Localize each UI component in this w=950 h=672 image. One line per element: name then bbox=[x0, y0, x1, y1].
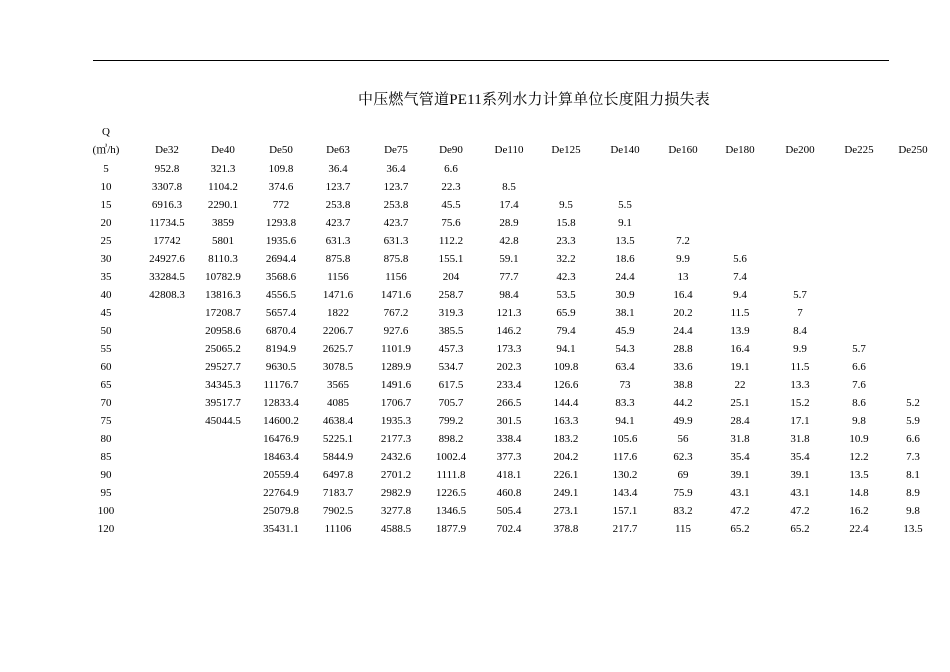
table-cell: 1346.5 bbox=[435, 505, 467, 517]
row-q-value: 45 bbox=[100, 307, 112, 319]
table-cell: 126.6 bbox=[553, 379, 579, 391]
table-cell: 4085 bbox=[327, 397, 349, 409]
table-cell: 16.4 bbox=[730, 343, 750, 355]
table-cell: 534.7 bbox=[438, 361, 464, 373]
table-cell: 5.5 bbox=[618, 199, 632, 211]
column-header-de63: De63 bbox=[326, 144, 350, 156]
column-header-de225: De225 bbox=[844, 144, 874, 156]
table-cell: 73 bbox=[619, 379, 631, 391]
table-cell: 35.4 bbox=[790, 451, 810, 463]
table-cell: 146.2 bbox=[496, 325, 522, 337]
table-cell: 79.4 bbox=[556, 325, 576, 337]
table-cell: 1002.4 bbox=[435, 451, 467, 463]
column-header-de40: De40 bbox=[211, 144, 235, 156]
row-q-value: 60 bbox=[100, 361, 112, 373]
table-cell: 8.1 bbox=[906, 469, 920, 481]
table-cell: 32.2 bbox=[556, 253, 576, 265]
table-cell: 875.8 bbox=[325, 253, 351, 265]
table-cell: 15.2 bbox=[790, 397, 810, 409]
table-cell: 204.2 bbox=[553, 451, 579, 463]
table-cell: 25079.8 bbox=[263, 505, 299, 517]
table-cell: 423.7 bbox=[383, 217, 409, 229]
table-cell: 1822 bbox=[327, 307, 349, 319]
table-cell: 19.1 bbox=[730, 361, 750, 373]
column-header-de160: De160 bbox=[668, 144, 698, 156]
unit-header: (㎥/h) bbox=[92, 144, 120, 156]
table-cell: 34345.3 bbox=[205, 379, 241, 391]
table-cell: 3307.8 bbox=[151, 181, 183, 193]
table-cell: 1226.5 bbox=[435, 487, 467, 499]
table-cell: 321.3 bbox=[210, 163, 236, 175]
table-cell: 30.9 bbox=[615, 289, 635, 301]
table-cell: 202.3 bbox=[496, 361, 522, 373]
table-cell: 418.1 bbox=[496, 469, 522, 481]
row-q-value: 70 bbox=[100, 397, 112, 409]
table-cell: 98.4 bbox=[499, 289, 519, 301]
table-cell: 217.7 bbox=[612, 523, 638, 535]
table-cell: 45044.5 bbox=[205, 415, 241, 427]
table-cell: 6.6 bbox=[906, 433, 920, 445]
table-cell: 204 bbox=[442, 271, 460, 283]
table-cell: 2694.4 bbox=[265, 253, 297, 265]
table-cell: 9.9 bbox=[676, 253, 690, 265]
row-q-value: 10 bbox=[100, 181, 112, 193]
table-cell: 17.1 bbox=[790, 415, 810, 427]
table-cell: 22.4 bbox=[849, 523, 869, 535]
table-cell: 115 bbox=[674, 523, 692, 535]
table-cell: 45.9 bbox=[615, 325, 635, 337]
table-cell: 705.7 bbox=[438, 397, 464, 409]
table-cell: 8.6 bbox=[852, 397, 866, 409]
table-cell: 45.5 bbox=[441, 199, 461, 211]
table-cell: 1104.2 bbox=[208, 181, 238, 193]
table-cell: 6870.4 bbox=[265, 325, 297, 337]
table-cell: 11.5 bbox=[730, 307, 750, 319]
table-cell: 15.8 bbox=[556, 217, 576, 229]
table-cell: 6.6 bbox=[852, 361, 866, 373]
table-cell: 112.2 bbox=[438, 235, 464, 247]
row-q-value: 100 bbox=[97, 505, 115, 517]
table-cell: 39517.7 bbox=[205, 397, 241, 409]
table-cell: 36.4 bbox=[328, 163, 348, 175]
table-cell: 5.7 bbox=[793, 289, 807, 301]
table-cell: 121.3 bbox=[496, 307, 522, 319]
table-cell: 20.2 bbox=[673, 307, 693, 319]
table-cell: 3568.6 bbox=[265, 271, 297, 283]
table-cell: 18463.4 bbox=[263, 451, 299, 463]
table-cell: 5225.1 bbox=[322, 433, 354, 445]
table-cell: 25.1 bbox=[730, 397, 750, 409]
table-cell: 5801 bbox=[212, 235, 234, 247]
table-cell: 5844.9 bbox=[322, 451, 354, 463]
table-cell: 109.8 bbox=[553, 361, 579, 373]
table-cell: 65.9 bbox=[556, 307, 576, 319]
table-cell: 13.5 bbox=[615, 235, 635, 247]
table-cell: 772 bbox=[272, 199, 290, 211]
table-cell: 460.8 bbox=[496, 487, 522, 499]
table-cell: 378.8 bbox=[553, 523, 579, 535]
table-cell: 31.8 bbox=[730, 433, 750, 445]
table-cell: 155.1 bbox=[438, 253, 464, 265]
table-cell: 4556.5 bbox=[265, 289, 297, 301]
table-cell: 69 bbox=[677, 469, 689, 481]
table-cell: 226.1 bbox=[553, 469, 579, 481]
column-header-de90: De90 bbox=[439, 144, 463, 156]
table-cell: 13.3 bbox=[790, 379, 810, 391]
table-cell: 13.9 bbox=[730, 325, 750, 337]
column-header-de32: De32 bbox=[155, 144, 179, 156]
table-cell: 42.8 bbox=[499, 235, 519, 247]
table-cell: 1935.6 bbox=[265, 235, 297, 247]
table-cell: 631.3 bbox=[383, 235, 409, 247]
table-cell: 266.5 bbox=[496, 397, 522, 409]
table-cell: 39.1 bbox=[730, 469, 750, 481]
table-cell: 9630.5 bbox=[265, 361, 297, 373]
q-header: Q bbox=[102, 126, 110, 138]
table-cell: 11176.7 bbox=[263, 379, 299, 391]
table-cell: 11734.5 bbox=[149, 217, 185, 229]
table-cell: 7183.7 bbox=[322, 487, 354, 499]
table-cell: 33284.5 bbox=[149, 271, 185, 283]
table-cell: 24.4 bbox=[673, 325, 693, 337]
table-cell: 6497.8 bbox=[322, 469, 354, 481]
table-cell: 13 bbox=[677, 271, 689, 283]
table-cell: 12833.4 bbox=[263, 397, 299, 409]
table-cell: 377.3 bbox=[496, 451, 522, 463]
table-cell: 799.2 bbox=[438, 415, 464, 427]
table-cell: 20559.4 bbox=[263, 469, 299, 481]
table-cell: 42.3 bbox=[556, 271, 576, 283]
table-cell: 1101.9 bbox=[381, 343, 411, 355]
table-cell: 33.6 bbox=[673, 361, 693, 373]
table-cell: 43.1 bbox=[730, 487, 750, 499]
table-cell: 31.8 bbox=[790, 433, 810, 445]
table-cell: 16.2 bbox=[849, 505, 869, 517]
table-cell: 927.6 bbox=[383, 325, 409, 337]
table-cell: 38.8 bbox=[673, 379, 693, 391]
table-cell: 8.4 bbox=[793, 325, 807, 337]
table-cell: 10782.9 bbox=[205, 271, 241, 283]
table-cell: 8110.3 bbox=[208, 253, 238, 265]
table-cell: 7.3 bbox=[906, 451, 920, 463]
table-cell: 16476.9 bbox=[263, 433, 299, 445]
table-cell: 702.4 bbox=[496, 523, 522, 535]
table-cell: 7.6 bbox=[852, 379, 866, 391]
table-cell: 258.7 bbox=[438, 289, 464, 301]
table-cell: 5657.4 bbox=[265, 307, 297, 319]
table-cell: 62.3 bbox=[673, 451, 693, 463]
table-cell: 54.3 bbox=[615, 343, 635, 355]
row-q-value: 30 bbox=[100, 253, 112, 265]
table-cell: 59.1 bbox=[499, 253, 519, 265]
table-cell: 5.7 bbox=[852, 343, 866, 355]
table-cell: 29527.7 bbox=[205, 361, 241, 373]
table-cell: 9.9 bbox=[793, 343, 807, 355]
table-cell: 13.5 bbox=[903, 523, 923, 535]
table-cell: 16.4 bbox=[673, 289, 693, 301]
table-cell: 143.4 bbox=[612, 487, 638, 499]
table-cell: 25065.2 bbox=[205, 343, 241, 355]
table-cell: 2432.6 bbox=[380, 451, 412, 463]
table-cell: 28.8 bbox=[673, 343, 693, 355]
table-cell: 35431.1 bbox=[263, 523, 299, 535]
table-cell: 3565 bbox=[327, 379, 349, 391]
table-cell: 3078.5 bbox=[322, 361, 354, 373]
table-cell: 22764.9 bbox=[263, 487, 299, 499]
table-cell: 94.1 bbox=[556, 343, 576, 355]
page-title: 中压燃气管道PE11系列水力计算单位长度阻力损失表 bbox=[358, 92, 710, 108]
table-cell: 47.2 bbox=[790, 505, 810, 517]
table-cell: 43.1 bbox=[790, 487, 810, 499]
table-cell: 3277.8 bbox=[380, 505, 412, 517]
table-cell: 63.4 bbox=[615, 361, 635, 373]
table-cell: 53.5 bbox=[556, 289, 576, 301]
table-cell: 44.2 bbox=[673, 397, 693, 409]
row-q-value: 85 bbox=[100, 451, 112, 463]
table-cell: 75.6 bbox=[441, 217, 461, 229]
row-q-value: 50 bbox=[100, 325, 112, 337]
table-cell: 952.8 bbox=[154, 163, 180, 175]
table-cell: 24927.6 bbox=[149, 253, 185, 265]
column-header-de50: De50 bbox=[269, 144, 293, 156]
table-cell: 9.1 bbox=[618, 217, 632, 229]
table-cell: 617.5 bbox=[438, 379, 464, 391]
table-cell: 253.8 bbox=[383, 199, 409, 211]
row-q-value: 35 bbox=[100, 271, 112, 283]
table-cell: 77.7 bbox=[499, 271, 519, 283]
column-header-de75: De75 bbox=[384, 144, 408, 156]
table-cell: 13816.3 bbox=[205, 289, 241, 301]
table-cell: 233.4 bbox=[496, 379, 522, 391]
row-q-value: 95 bbox=[100, 487, 112, 499]
table-cell: 109.8 bbox=[268, 163, 294, 175]
table-cell: 273.1 bbox=[553, 505, 579, 517]
table-cell: 39.1 bbox=[790, 469, 810, 481]
table-cell: 157.1 bbox=[612, 505, 638, 517]
table-cell: 2290.1 bbox=[207, 199, 239, 211]
row-q-value: 75 bbox=[100, 415, 112, 427]
table-cell: 7.4 bbox=[733, 271, 747, 283]
row-q-value: 55 bbox=[100, 343, 112, 355]
table-cell: 123.7 bbox=[383, 181, 409, 193]
table-cell: 22.3 bbox=[441, 181, 461, 193]
table-cell: 130.2 bbox=[612, 469, 638, 481]
table-cell: 9.8 bbox=[852, 415, 866, 427]
table-cell: 7902.5 bbox=[322, 505, 354, 517]
table-cell: 2701.2 bbox=[380, 469, 412, 481]
table-cell: 457.3 bbox=[438, 343, 464, 355]
table-cell: 875.8 bbox=[383, 253, 409, 265]
table-cell: 2206.7 bbox=[322, 325, 354, 337]
row-q-value: 15 bbox=[100, 199, 112, 211]
table-cell: 8.5 bbox=[502, 181, 516, 193]
row-q-value: 20 bbox=[100, 217, 112, 229]
table-cell: 14.8 bbox=[849, 487, 869, 499]
column-header-de140: De140 bbox=[610, 144, 640, 156]
table-cell: 20958.6 bbox=[205, 325, 241, 337]
row-q-value: 80 bbox=[100, 433, 112, 445]
table-cell: 105.6 bbox=[612, 433, 638, 445]
table-cell: 4588.5 bbox=[380, 523, 412, 535]
table-cell: 65.2 bbox=[790, 523, 810, 535]
table-cell: 1706.7 bbox=[380, 397, 412, 409]
column-header-de250: De250 bbox=[898, 144, 928, 156]
table-cell: 11.5 bbox=[790, 361, 810, 373]
table-cell: 9.4 bbox=[733, 289, 747, 301]
table-cell: 301.5 bbox=[496, 415, 522, 427]
table-cell: 36.4 bbox=[386, 163, 406, 175]
table-cell: 12.2 bbox=[849, 451, 869, 463]
table-cell: 319.3 bbox=[438, 307, 464, 319]
table-cell: 23.3 bbox=[556, 235, 576, 247]
table-cell: 3859 bbox=[212, 217, 234, 229]
table-cell: 28.9 bbox=[499, 217, 519, 229]
table-cell: 1156 bbox=[385, 271, 407, 283]
table-cell: 1471.6 bbox=[380, 289, 412, 301]
table-cell: 385.5 bbox=[438, 325, 464, 337]
table-cell: 338.4 bbox=[496, 433, 522, 445]
table-cell: 123.7 bbox=[325, 181, 351, 193]
table-cell: 24.4 bbox=[615, 271, 635, 283]
table-cell: 631.3 bbox=[325, 235, 351, 247]
table-cell: 117.6 bbox=[612, 451, 638, 463]
table-cell: 2982.9 bbox=[380, 487, 412, 499]
table-cell: 5.6 bbox=[733, 253, 747, 265]
row-q-value: 65 bbox=[100, 379, 112, 391]
table-cell: 505.4 bbox=[496, 505, 522, 517]
table-cell: 7 bbox=[797, 307, 803, 319]
column-header-de110: De110 bbox=[494, 144, 524, 156]
table-cell: 56 bbox=[677, 433, 689, 445]
table-cell: 5.9 bbox=[906, 415, 920, 427]
table-cell: 14600.2 bbox=[263, 415, 299, 427]
top-rule bbox=[93, 60, 889, 61]
table-cell: 1471.6 bbox=[322, 289, 354, 301]
table-cell: 38.1 bbox=[615, 307, 635, 319]
table-cell: 173.3 bbox=[496, 343, 522, 355]
table-cell: 17.4 bbox=[499, 199, 519, 211]
table-cell: 47.2 bbox=[730, 505, 750, 517]
table-cell: 374.6 bbox=[268, 181, 294, 193]
table-cell: 163.3 bbox=[553, 415, 579, 427]
table-cell: 6.6 bbox=[444, 163, 458, 175]
table-cell: 11106 bbox=[324, 523, 352, 535]
row-q-value: 25 bbox=[100, 235, 112, 247]
table-cell: 1935.3 bbox=[380, 415, 412, 427]
row-q-value: 5 bbox=[103, 163, 109, 175]
table-cell: 1491.6 bbox=[380, 379, 412, 391]
table-cell: 6916.3 bbox=[151, 199, 183, 211]
table-cell: 7.2 bbox=[676, 235, 690, 247]
table-cell: 65.2 bbox=[730, 523, 750, 535]
table-cell: 9.8 bbox=[906, 505, 920, 517]
table-cell: 1289.9 bbox=[380, 361, 412, 373]
table-cell: 13.5 bbox=[849, 469, 869, 481]
column-header-de125: De125 bbox=[551, 144, 581, 156]
row-q-value: 120 bbox=[97, 523, 115, 535]
table-cell: 49.9 bbox=[673, 415, 693, 427]
column-header-de180: De180 bbox=[725, 144, 755, 156]
table-cell: 253.8 bbox=[325, 199, 351, 211]
column-header-de200: De200 bbox=[785, 144, 815, 156]
table-cell: 183.2 bbox=[553, 433, 579, 445]
table-cell: 423.7 bbox=[325, 217, 351, 229]
table-cell: 22 bbox=[734, 379, 746, 391]
table-cell: 83.2 bbox=[673, 505, 693, 517]
table-cell: 35.4 bbox=[730, 451, 750, 463]
table-cell: 5.2 bbox=[906, 397, 920, 409]
table-cell: 42808.3 bbox=[149, 289, 185, 301]
table-cell: 10.9 bbox=[849, 433, 869, 445]
table-cell: 1293.8 bbox=[265, 217, 297, 229]
table-cell: 2177.3 bbox=[380, 433, 412, 445]
table-cell: 9.5 bbox=[559, 199, 573, 211]
table-cell: 18.6 bbox=[615, 253, 635, 265]
table-cell: 17208.7 bbox=[205, 307, 241, 319]
table-cell: 2625.7 bbox=[322, 343, 354, 355]
table-cell: 8.9 bbox=[906, 487, 920, 499]
table-cell: 1877.9 bbox=[435, 523, 467, 535]
table-cell: 1156 bbox=[327, 271, 349, 283]
table-cell: 144.4 bbox=[553, 397, 579, 409]
row-q-value: 40 bbox=[100, 289, 112, 301]
table-cell: 249.1 bbox=[553, 487, 579, 499]
table-cell: 17742 bbox=[153, 235, 181, 247]
table-cell: 4638.4 bbox=[322, 415, 354, 427]
table-cell: 94.1 bbox=[615, 415, 635, 427]
table-cell: 28.4 bbox=[730, 415, 750, 427]
table-cell: 898.2 bbox=[438, 433, 464, 445]
table-cell: 83.3 bbox=[615, 397, 635, 409]
table-cell: 8194.9 bbox=[265, 343, 297, 355]
row-q-value: 90 bbox=[100, 469, 112, 481]
table-cell: 75.9 bbox=[673, 487, 693, 499]
table-cell: 767.2 bbox=[383, 307, 409, 319]
table-cell: 1111.8 bbox=[436, 469, 466, 481]
